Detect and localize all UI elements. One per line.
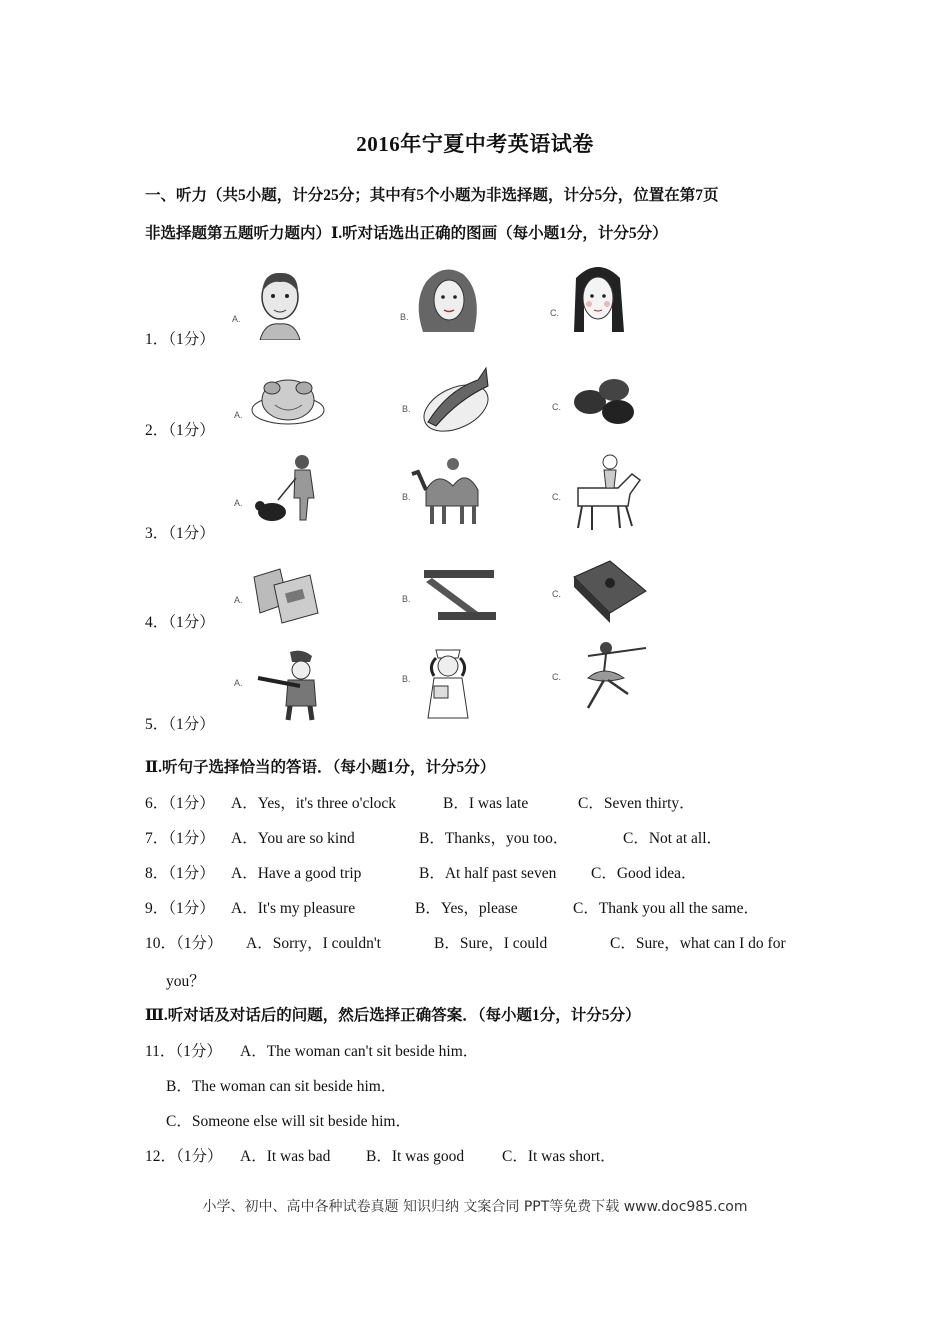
nurse-icon	[398, 640, 498, 720]
long-hair-girl-icon	[548, 258, 648, 336]
question-3-label: 3．（1分）	[145, 525, 215, 542]
listening-intro-line1: 一、听力（共5小题，计分25分；其中有5个小题为非选择题，计分5分，位置在第7页	[145, 187, 719, 204]
question-11-option-a[interactable]: A．The woman can't sit beside him．	[240, 1043, 479, 1060]
question-6-option-b[interactable]: B．I was late	[443, 795, 529, 812]
question-3-option-b[interactable]	[398, 450, 498, 530]
question-2-option-b[interactable]	[398, 360, 498, 438]
svg-text:B.: B.	[402, 594, 411, 604]
question-8-option-b[interactable]: B．At half past seven	[419, 865, 557, 882]
page-title: 2016年宁夏中考英语试卷	[356, 132, 594, 156]
svg-text:A.: A.	[232, 314, 241, 324]
question-1-option-c[interactable]	[548, 258, 648, 336]
folding-ruler-icon	[398, 560, 498, 638]
question-5-option-c[interactable]	[548, 638, 648, 718]
svg-text:C.: C.	[550, 308, 559, 318]
svg-text:C.: C.	[552, 589, 561, 599]
question-10-number: 10．（1分）	[145, 935, 223, 952]
question-2-label: 2．（1分）	[145, 422, 215, 439]
question-1-option-a[interactable]	[230, 262, 330, 340]
question-9-option-b[interactable]: B．Yes，please	[415, 900, 518, 917]
pencil-sharpener-icon	[548, 555, 648, 633]
question-11-option-b[interactable]: B．The woman can sit beside him．	[166, 1078, 397, 1095]
svg-text:B.: B.	[402, 404, 411, 414]
riding-horse-icon	[548, 450, 648, 536]
question-5-option-b[interactable]	[398, 640, 498, 720]
question-3-option-a[interactable]	[230, 450, 330, 530]
question-9-option-a[interactable]: A．It's my pleasure	[231, 900, 356, 917]
question-8-number: 8．（1分）	[145, 865, 215, 882]
question-10-option-c[interactable]: C．Sure，what can I do for	[610, 935, 786, 952]
question-12-option-c[interactable]: C．It was short．	[502, 1148, 616, 1165]
curly-hair-woman-icon	[398, 262, 498, 340]
question-12-option-a[interactable]: A．It was bad	[240, 1148, 331, 1165]
svg-text:A.: A.	[234, 498, 243, 508]
question-12-option-b[interactable]: B．It was good	[366, 1148, 465, 1165]
question-10-option-a[interactable]: A．Sorry，I couldn't	[246, 935, 381, 952]
svg-text:A.: A.	[234, 678, 243, 688]
question-7-option-c[interactable]: C．Not at all．	[623, 830, 723, 847]
svg-text:A.: A.	[234, 410, 243, 420]
section-3-heading: Ⅲ.听对话及对话后的问题，然后选择正确答案．（每小题1分，计分5分）	[145, 1007, 641, 1024]
question-9-option-c[interactable]: C．Thank you all the same．	[573, 900, 759, 917]
question-7-option-a[interactable]: A．You are so kind	[231, 830, 355, 847]
erasers-icon	[230, 555, 330, 633]
question-7-number: 7．（1分）	[145, 830, 215, 847]
roast-chicken-icon	[230, 360, 330, 438]
question-6-option-c[interactable]: C．Seven thirty．	[578, 795, 695, 812]
dancer-icon	[548, 638, 648, 718]
question-11-option-c[interactable]: C．Someone else will sit beside him．	[166, 1113, 411, 1130]
svg-text:C.: C.	[552, 402, 561, 412]
question-11-number: 11．（1分）	[145, 1043, 222, 1060]
question-7-option-b[interactable]: B．Thanks，you too．	[419, 830, 569, 847]
question-10-option-c-continued: you？	[166, 973, 205, 990]
svg-text:B.: B.	[402, 674, 411, 684]
question-4-option-b[interactable]	[398, 560, 498, 638]
riding-camel-icon	[398, 450, 498, 530]
question-4-label: 4．（1分）	[145, 614, 215, 631]
question-6-number: 6．（1分）	[145, 795, 215, 812]
fish-on-plate-icon	[398, 360, 498, 438]
listening-intro-line2: 非选择题第五题听力题内）Ⅰ.听对话选出正确的图画（每小题1分，计分5分）	[145, 225, 668, 242]
question-5-label: 5．（1分）	[145, 716, 215, 733]
footer-banner[interactable]: 小学、初中、高中各种试卷真题 知识归纳 文案合同 PPT等免费下载 www.doc985.com	[202, 1199, 748, 1215]
svg-text:C.: C.	[552, 672, 561, 682]
question-6-option-a[interactable]: A．Yes，it's three o'clock	[231, 795, 397, 812]
question-2-option-c[interactable]	[548, 360, 648, 438]
section-2-heading: Ⅱ.听句子选择恰当的答语．（每小题1分，计分5分）	[145, 759, 496, 776]
svg-text:A.: A.	[234, 595, 243, 605]
question-9-number: 9．（1分）	[145, 900, 215, 917]
question-8-option-c[interactable]: C．Good idea．	[591, 865, 697, 882]
svg-text:B.: B.	[400, 312, 409, 322]
soldier-icon	[230, 644, 330, 724]
question-12-number: 12．（1分）	[145, 1148, 223, 1165]
svg-text:B.: B.	[402, 492, 411, 502]
question-10-option-b[interactable]: B．Sure，I could	[434, 935, 548, 952]
question-5-option-a[interactable]	[230, 644, 330, 724]
question-4-option-a[interactable]	[230, 555, 330, 633]
question-1-label: 1．（1分）	[145, 331, 215, 348]
question-2-option-a[interactable]	[230, 360, 330, 438]
eggs-icon	[548, 360, 648, 438]
question-1-option-b[interactable]	[398, 262, 498, 340]
question-4-option-c[interactable]	[548, 555, 648, 633]
question-3-option-c[interactable]	[548, 450, 648, 536]
walking-dog-icon	[230, 450, 330, 530]
boy-portrait-icon	[230, 262, 330, 340]
svg-text:C.: C.	[552, 492, 561, 502]
question-8-option-a[interactable]: A．Have a good trip	[231, 865, 362, 882]
